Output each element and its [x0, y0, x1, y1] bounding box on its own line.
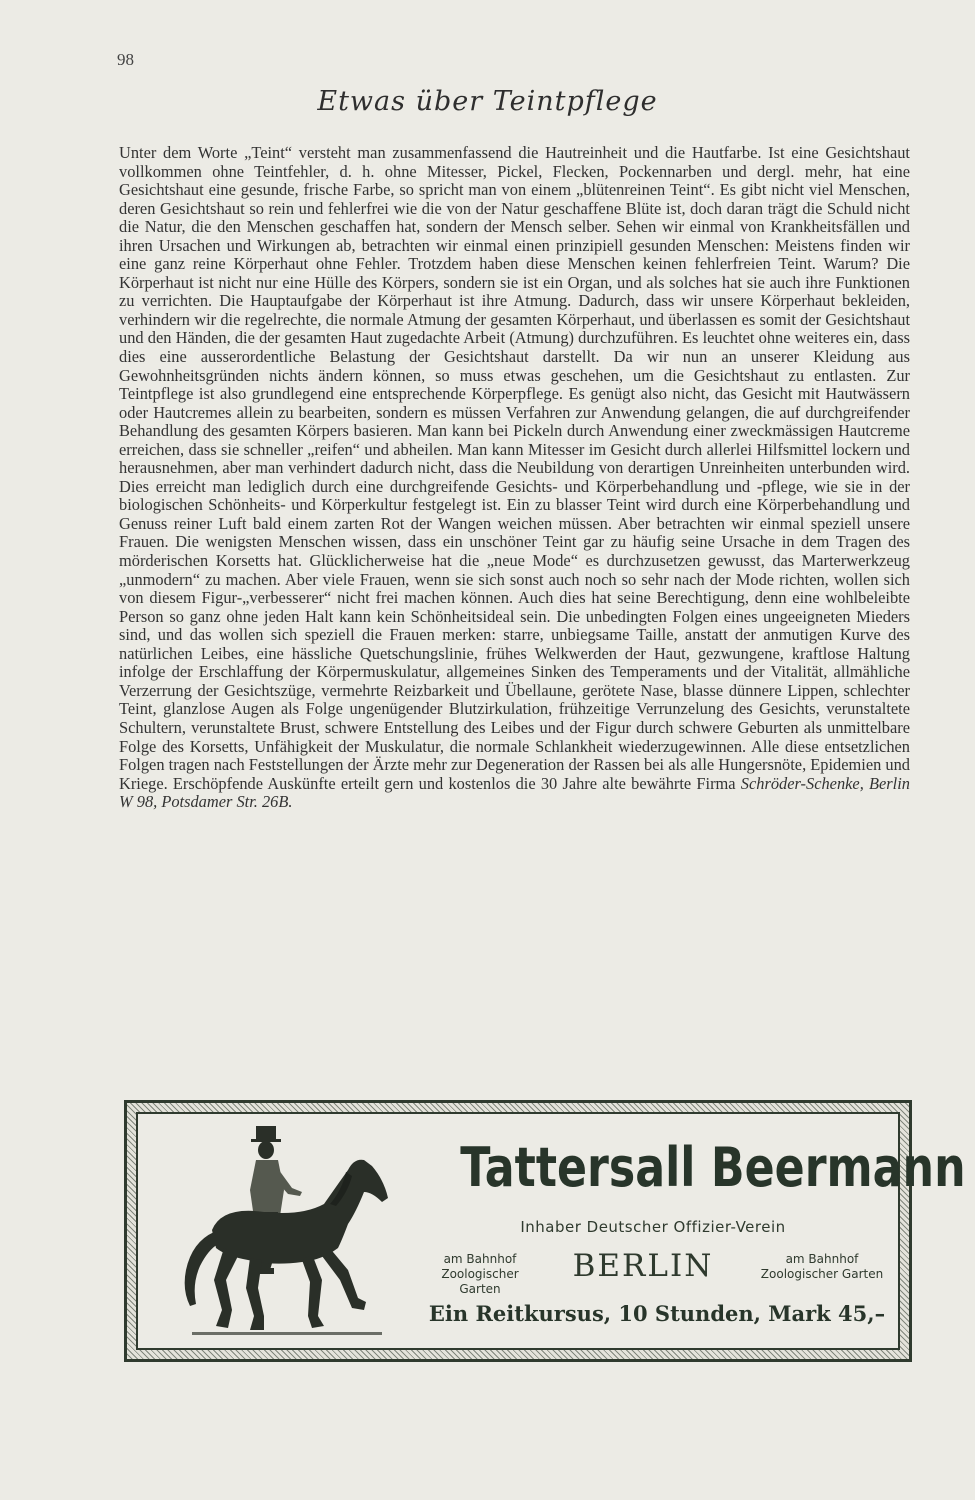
article-body — [119, 144, 910, 812]
advertisement — [124, 1100, 966, 1362]
rider-on-horse-illustration — [152, 1120, 402, 1342]
location-left — [420, 1252, 540, 1297]
city-name: BERLIN — [572, 1248, 714, 1284]
advertisement-frame — [136, 1112, 966, 1350]
location-right-line2: Zoologischer Garten — [760, 1267, 884, 1281]
article-title: Etwas über Teintpflege — [317, 86, 658, 117]
riding-course-offer: Ein Reitkursus, 10 Stunden, Mark 45,– — [428, 1301, 886, 1326]
advertisement-title: Tattersall Beermann — [460, 1136, 966, 1199]
location-right — [748, 1252, 896, 1282]
page-number: 98 — [117, 50, 134, 69]
firm-name: Schröder-Schenke, Berlin W 98, Potsdamer Str. 26B. — [119, 773, 910, 812]
location-left-line1: am Bahnhof — [443, 1252, 517, 1266]
location-left-line2: Zoologischer Garten — [441, 1267, 519, 1296]
article-body-text: Unter dem Worte „Teint“ versteht man zusammenfassend die Hautreinheit und die Hautfarbe. Ist eine Gesichtshaut vollkommen ohne Teintfehler, d. h. ohne Mitesser, Pickel, Flecken, Pockennarben und dergl. mehr, hat eine Gesichtshaut eine gesunde, frische Farbe, so spricht man von einem „blütenreinen Teint“. Es gibt nicht viel Menschen, deren Gesichtshaut so rein und fehlerfrei wie die von der Natur geschaffene Blüte ist, doch daran trägt die Schuld nicht die Natur, die den Menschen geschaffen hat, sondern der Mensch selber. Sehen wir einmal von Krankheitsfällen und ihren Ursachen und Wirkungen ab, betrachten wir einmal einen prinzipiell gesunden Menschen: Meistens finden wir eine ganz reine Körperhaut ohne Fehler. Trotzdem haben diese Menschen keinen fehlerfreien Teint. Warum? Die Körperhaut ist nicht nur eine Hülle des Körpers, sondern sie ist ein Organ, und als solches hat sie auch ihre Funktionen zu verrichten. Die Hauptaufgabe der Körperhaut ist ihre Atmung. Dadurch, dass wir unsere Körperhaut bekleiden, verhindern wir die regelrechte, die normale Atmung der gesamten Körperhaut, und überlassen es somit der Gesichtshaut und den Händen, die der gesamten Haut zugedachte Arbeit (Atmung) durchzuführen. Es leuchtet ohne weiteres ein, dass dies eine ausserordentliche Belastung der Gesichtshaut darstellt. Da wir nun an unserer Kleidung aus Gewohnheitsgründen nichts ändern können, so muss etwas geschehen, um die Gesichtshaut zu entlasten. Zur Teintpflege ist also grundlegend eine entsprechende Körperpflege. Es genügt also nicht, das Gesicht mit Hautwässern oder Hautcremes allein zu bearbeiten, sondern es müssen Verfahren zur Anwendung gelangen, die auf durchgreifender Behandlung des gesamten Körpers basieren. Man kann bei Pickeln durch Anwendung einer zweckmässigen Hautcreme erreichen, dass sie schneller „reifen“ und abheilen. Man kann Mitesser im Gesicht durch allerlei Hilfsmittel lockern und herausnehmen, aber man verhindert dadurch nicht, dass die Neubildung von derartigen Unreinheiten unterbunden wird. Dies erreicht man lediglich durch eine durchgreifende Gesichts- und Körperbehandlung und -pflege, wie sie in der biologischen Schönheits- und Körperkultur festgelegt ist. Ein zu blasser Teint wird durch eine Körperbehandlung und Genuss reiner Luft bald einem zarten Rot der Wangen weichen müssen. Aber betrachten wir einmal speziell unsere Frauen. Die wenigsten Menschen wissen, dass ein unschöner Teint gar zu häufig seine Ursache in dem Tragen des mörderischen Korsetts hat. Glücklicherweise hat die „neue Mode“ es durchzusetzen gewusst, das Marterwerkzeug „unmodern“ zu machen. Aber viele Frauen, wenn sie sich sonst auch noch so sehr nach der Mode richten, wollen sich von diesem Figur-„verbesserer“ nicht frei machen können. Auch dies hat seine Berechtigung, denn eine wohlbeleibte Person so ganz ohne jeden Halt kann kein Schönheitsideal sein. Die unbedingten Folgen eines ungeeigneten Mieders sind, und das wollen sich speziell die Frauen merken: starre, unbiegsame Taille, anstatt der anmutigen Kurve des natürlichen Leibes, eine hässliche Quetschungslinie, frühes Welkwerden der Haut, gezwungene, kraftlose Haltung infolge der Erschlaffung der Körpermuskulatur, allgemeines Sinken des Temperaments und der Vitalität, allmähliche Verzerrung der Gesichtszüge, vermehrte Reizbarkeit und Übellaune, gerötete Nase, blasse dünnere Lippen, schlechter Teint, glanzlose Augen als Folge ungenügender Blutzirkulation, frühzeitige Verrunzelung des Gesichts, verunstaltete Schultern, verunstaltete Brust, schwere Entstellung des Leibes und der Figur durch schwere Geburten als unmittelbare Folge des Korsetts, Unfähigkeit der Muskulatur, die normale Schlankheit wiederzugewinnen. Alle diese entsetzlichen Folgen tragen nach Feststellungen der Ärzte mehr zur Degeneration der Rassen bei als alle Hungersnöte, Epidemien und Kriege. Erschöpfende Auskünfte erteilt gern und kostenlos die 30 Jahre alte bewährte Firma — [119, 143, 910, 793]
advertisement-subtitle: Inhaber Deutscher Offizier-Verein — [520, 1218, 786, 1236]
location-right-line1: am Bahnhof — [785, 1252, 859, 1266]
